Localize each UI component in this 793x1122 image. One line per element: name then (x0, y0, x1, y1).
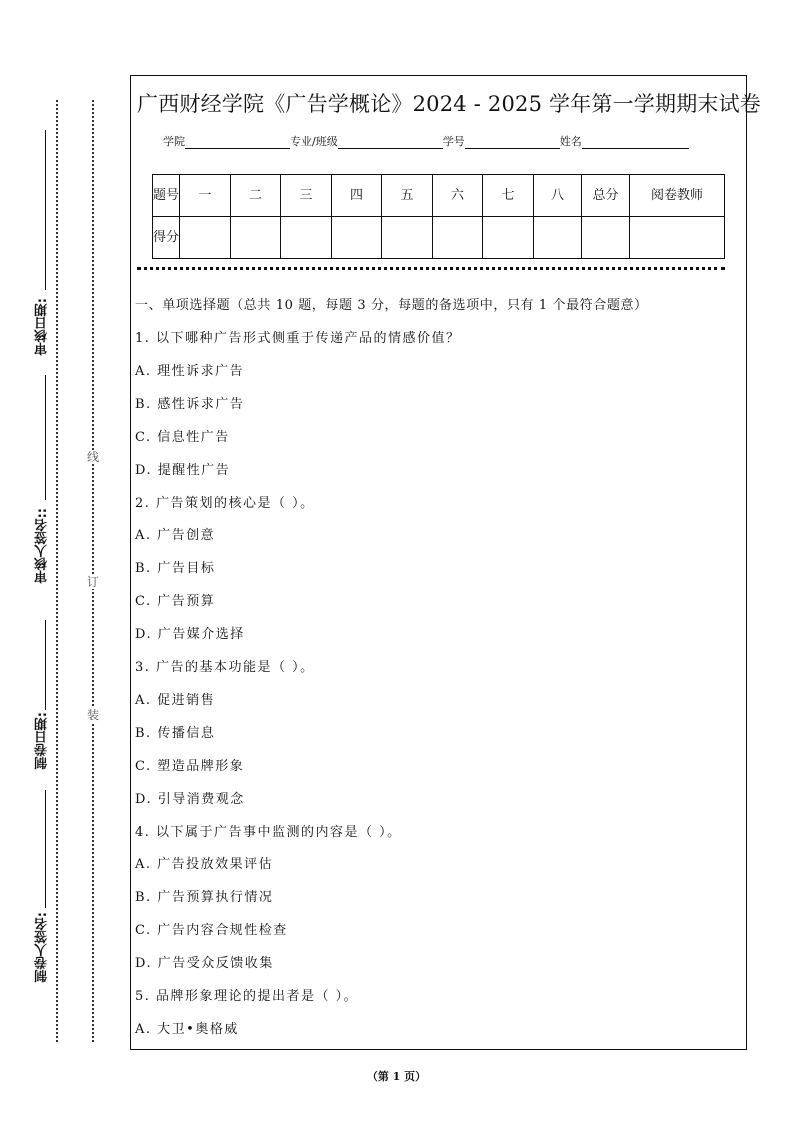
review-date-label: 审核日期: (35, 298, 50, 356)
maker-sign-label: 制卷人签名: (35, 912, 50, 983)
col-4: 四 (332, 175, 382, 217)
answer-option: B. 感性诉求广告 (135, 396, 245, 412)
review-date-line (45, 130, 46, 290)
section-heading: 一、单项选择题（总共 10 题，每题 3 分，每题的备选项中，只有 1 个最符合题意） (135, 298, 648, 313)
col-3: 三 (281, 175, 332, 217)
answer-option: D. 提醒性广告 (135, 462, 231, 478)
question-stem: 1. 以下哪种广告形式侧重于传递产品的情感价值？ (135, 331, 461, 346)
reviewer-sign-label: 审核人签名:: (35, 508, 50, 584)
answer-option: A. 促进销售 (135, 692, 216, 708)
score-cell[interactable] (483, 217, 534, 259)
answer-option: A. 理性诉求广告 (135, 363, 245, 379)
score-cell[interactable] (382, 217, 433, 259)
score-cell[interactable] (433, 217, 483, 259)
binding-dotted-line-outer (56, 100, 58, 1042)
answer-option: A. 大卫•奥格威 (135, 1021, 239, 1037)
binding-char-line: 线 (87, 450, 100, 464)
col-5: 五 (382, 175, 433, 217)
row-label-score: 得分 (153, 217, 180, 259)
score-cell[interactable] (332, 217, 382, 259)
binding-char-staple: 订 (87, 575, 100, 589)
answer-option: B. 广告目标 (135, 561, 216, 577)
answer-option: C. 信息性广告 (135, 429, 230, 445)
answer-option: A. 广告创意 (135, 528, 216, 544)
reviewer-sign-line (45, 375, 46, 500)
answer-option: D. 引导消费观念 (135, 791, 245, 807)
question-stem: 5. 品牌形象理论的提出者是（ ）。 (135, 989, 359, 1004)
col-grader: 阅卷教师 (630, 175, 725, 217)
answer-option: D. 广告媒介选择 (135, 627, 245, 643)
question-stem: 3. 广告的基本功能是（ ）。 (135, 660, 315, 675)
student-id-field[interactable] (465, 136, 560, 149)
score-cell[interactable] (582, 217, 630, 259)
name-field[interactable] (582, 136, 689, 149)
score-cell[interactable] (281, 217, 332, 259)
answer-option: B. 广告预算执行情况 (135, 890, 274, 906)
col-8: 八 (534, 175, 582, 217)
college-label: 学院 (163, 135, 185, 148)
question-stem: 4. 以下属于广告事中监测的内容是（ ）。 (135, 824, 402, 840)
exam-title: 广西财经学院《广告学概论》2024 - 2025 学年第一学期期末试卷 (137, 92, 762, 116)
score-cell[interactable] (534, 217, 582, 259)
col-7: 七 (483, 175, 534, 217)
question-stem: 2. 广告策划的核心是（ ）。 (135, 495, 315, 511)
col-1: 一 (180, 175, 231, 217)
answer-option: C. 广告预算 (135, 594, 216, 610)
exam-content-box (130, 75, 762, 1050)
score-table-score-row (153, 217, 725, 259)
row-label-question: 题号 (153, 175, 180, 217)
name-label: 姓名 (559, 135, 582, 148)
section-divider (137, 267, 725, 270)
student-id-label: 学号 (442, 135, 465, 148)
col-6: 六 (433, 175, 483, 217)
maker-sign-line (45, 790, 46, 908)
binding-dotted-line-inner (92, 100, 94, 1042)
major-field[interactable] (338, 136, 443, 149)
answer-option: D. 广告受众反馈收集 (135, 956, 274, 972)
student-info-row (163, 133, 689, 149)
answer-option: B. 传播信息 (135, 725, 216, 741)
binding-char-bind: 装 (87, 708, 100, 722)
major-label: 专业/班级 (290, 135, 338, 148)
col-2: 二 (231, 175, 281, 217)
page-number: （第 1 页） (366, 1070, 427, 1083)
answer-option: C. 广告内容合规性检查 (135, 923, 288, 939)
answer-option: A. 广告投放效果评估 (135, 857, 274, 873)
make-date-label: 制卷日期: (35, 712, 50, 770)
make-date-line (45, 620, 46, 710)
score-table (152, 174, 725, 259)
score-cell[interactable] (231, 217, 281, 259)
score-table-header-row (153, 175, 725, 217)
score-cell[interactable] (180, 217, 231, 259)
answer-option: C. 塑造品牌形象 (135, 758, 245, 774)
col-total: 总分 (582, 175, 630, 217)
score-cell[interactable] (630, 217, 725, 259)
college-field[interactable] (185, 136, 290, 149)
